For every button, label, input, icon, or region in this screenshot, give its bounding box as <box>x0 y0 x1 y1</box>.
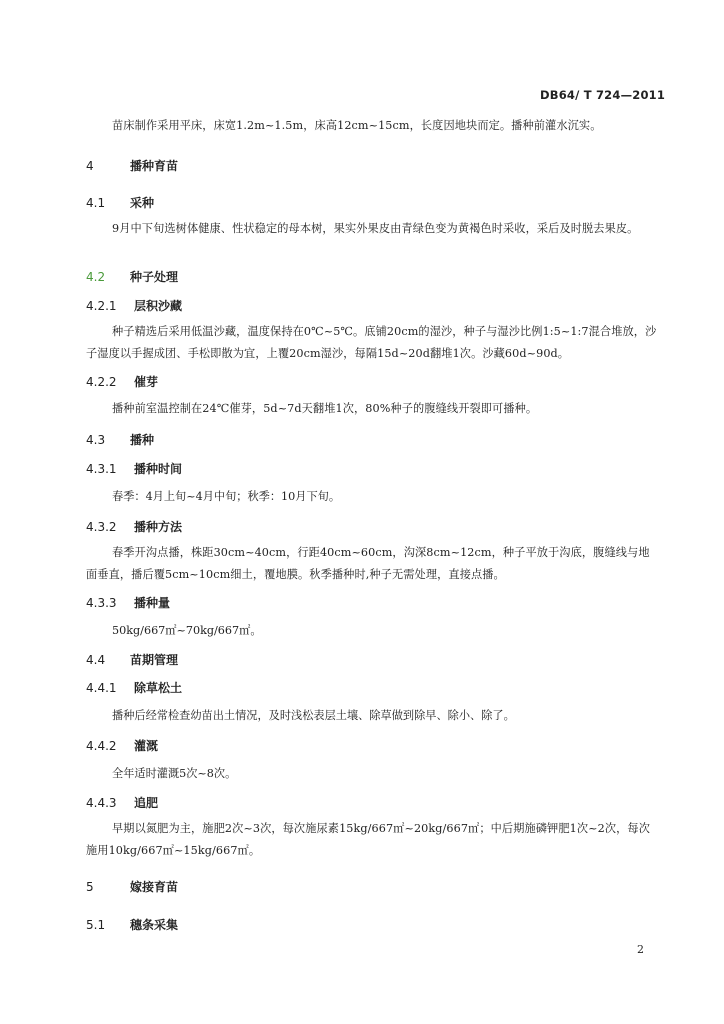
section-number: 4.3 <box>86 433 106 447</box>
paragraph-sowing-time: 春季：4月上旬~4月中旬；秋季：10月下旬。 <box>112 490 341 503</box>
paragraph-seedbed: 苗床制作采用平床，床宽1.2m~1.5m，床高12cm~15cm，长度因地块而定。播种前灌水沉实。 <box>112 119 602 132</box>
section-title: 苗期管理 <box>130 653 179 667</box>
section-number: 4.3.1 <box>86 462 117 476</box>
paragraph-seed-collection: 9月中下旬选树体健康、性状稳定的母本树，果实外果皮由青绿色变为黄褐色时采收，采后及时脱去果皮。 <box>112 222 639 235</box>
section-number: 4.4 <box>86 653 106 667</box>
heading-5 <box>86 878 178 895</box>
heading-4 <box>86 157 178 174</box>
section-number: 4.2.2 <box>86 375 117 389</box>
section-title: 灌溉 <box>134 739 159 753</box>
paragraph-fertilization: 早期以氮肥为主，施肥2次~3次，每次施尿素15kg/667㎡~20kg/667㎡；中后期施磷钾肥1次~2次，每次施用10kg/667㎡~15kg/667㎡。 <box>86 822 650 857</box>
section-title: 层积沙藏 <box>134 299 183 313</box>
paragraph-weeding: 播种后经常检查幼苗出土情况，及时浅松表层土壤、除草做到除早、除小、除了。 <box>112 709 515 722</box>
heading-4-4-3 <box>86 794 158 811</box>
section-title: 播种 <box>130 433 155 447</box>
heading-4-2-2 <box>86 373 158 390</box>
section-title: 追肥 <box>134 796 159 810</box>
standard-code: DB64/ T 724—2011 <box>540 88 666 102</box>
section-number: 4.4.2 <box>86 739 117 753</box>
heading-4-3-2 <box>86 518 182 535</box>
paragraph-sowing-method: 春季开沟点播，株距30cm~40cm，行距40cm~60cm，沟深8cm~12cm，种子平放于沟底，腹缝线与地面垂直，播后覆5cm~10cm细土，覆地膜。秋季播种时,种子无需处理，直接点播。 <box>86 546 650 581</box>
section-title: 播种量 <box>134 596 171 610</box>
heading-5-1 <box>86 916 178 933</box>
heading-4-4-2 <box>86 737 158 754</box>
paragraph-germination: 播种前室温控制在24℃催芽，5d~7d天翻堆1次，80%种子的腹缝线开裂即可播种。 <box>112 402 538 415</box>
section-number: 4.2.1 <box>86 299 117 313</box>
section-number: 5 <box>86 880 94 894</box>
section-title: 播种时间 <box>134 462 183 476</box>
section-title: 采种 <box>130 196 155 210</box>
section-number: 4.4.1 <box>86 681 117 695</box>
page-number: 2 <box>637 943 644 956</box>
paragraph-sand-storage: 种子精选后采用低温沙藏，温度保持在0℃~5℃。底铺20cm的湿沙，种子与湿沙比例1:5~1:7混合堆放，沙子湿度以手握成团、手松即散为宜，上覆20cm湿沙，每隔15d~20d翻堆1次。沙藏60d~90d。 <box>86 325 657 360</box>
heading-4-3 <box>86 431 154 448</box>
section-number: 4 <box>86 159 94 173</box>
section-title: 除草松土 <box>134 681 183 695</box>
section-number: 4.3.3 <box>86 596 117 610</box>
section-title: 嫁接育苗 <box>130 880 179 894</box>
heading-4-4 <box>86 651 178 668</box>
heading-4-3-3 <box>86 594 170 611</box>
section-title: 催芽 <box>134 375 159 389</box>
paragraph-irrigation: 全年适时灌溉5次~8次。 <box>112 767 237 780</box>
section-title: 种子处理 <box>130 270 179 284</box>
heading-4-3-1 <box>86 460 182 477</box>
section-number: 4.2 <box>86 270 106 284</box>
section-number: 4.1 <box>86 196 106 210</box>
section-number: 5.1 <box>86 918 106 932</box>
heading-4-2 <box>86 268 178 285</box>
paragraph-sowing-amount: 50kg/667㎡~70kg/667㎡。 <box>112 624 262 637</box>
section-number: 4.4.3 <box>86 796 117 810</box>
section-number: 4.3.2 <box>86 520 117 534</box>
heading-4-4-1 <box>86 679 182 696</box>
section-title: 穗条采集 <box>130 918 179 932</box>
heading-4-1 <box>86 194 154 211</box>
heading-4-2-1 <box>86 297 182 314</box>
section-title: 播种方法 <box>134 520 183 534</box>
section-title: 播种育苗 <box>130 159 179 173</box>
